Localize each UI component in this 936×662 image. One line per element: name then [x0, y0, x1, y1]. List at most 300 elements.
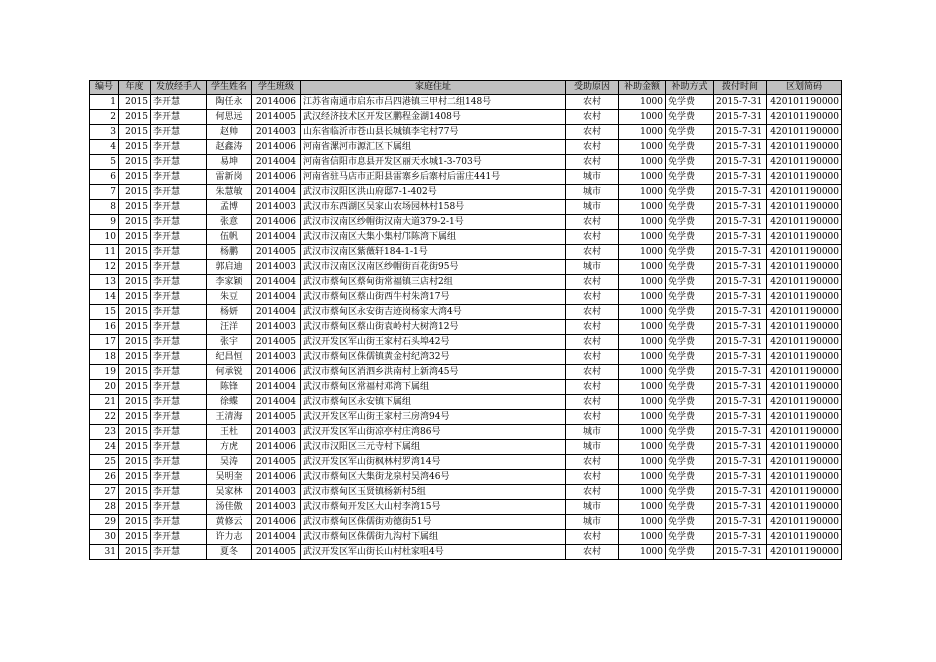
cell-id[interactable]: 8 [90, 200, 119, 215]
cell-method[interactable]: 免学费 [666, 410, 714, 425]
cell-method[interactable]: 免学费 [666, 155, 714, 170]
cell-student-name[interactable]: 纪昌恒 [207, 350, 252, 365]
cell-handler[interactable]: 李开慧 [151, 125, 207, 140]
cell-handler[interactable]: 李开慧 [151, 110, 207, 125]
cell-class[interactable]: 2014005 [252, 410, 301, 425]
cell-year[interactable]: 2015 [119, 500, 151, 515]
cell-student-name[interactable]: 杨妍 [207, 305, 252, 320]
column-header-method[interactable]: 补助方式 [666, 81, 714, 95]
cell-reason[interactable]: 农村 [566, 140, 619, 155]
cell-student-name[interactable]: 王杜 [207, 425, 252, 440]
cell-amount[interactable]: 1000 [619, 410, 666, 425]
cell-reason[interactable]: 农村 [566, 110, 619, 125]
column-header-year[interactable]: 年度 [119, 81, 151, 95]
cell-reason[interactable]: 农村 [566, 305, 619, 320]
cell-class[interactable]: 2014005 [252, 110, 301, 125]
cell-id[interactable]: 1 [90, 95, 119, 110]
cell-date[interactable]: 2015-7-31 [714, 155, 767, 170]
cell-class[interactable]: 2014004 [252, 290, 301, 305]
cell-address[interactable]: 武汉市蔡甸开发区大山村李湾15号 [301, 500, 566, 515]
cell-region-code[interactable]: 420101190000 [767, 290, 842, 305]
cell-class[interactable]: 2014004 [252, 530, 301, 545]
cell-id[interactable]: 27 [90, 485, 119, 500]
cell-region-code[interactable]: 420101190000 [767, 350, 842, 365]
cell-region-code[interactable]: 420101190000 [767, 305, 842, 320]
cell-method[interactable]: 免学费 [666, 140, 714, 155]
cell-year[interactable]: 2015 [119, 350, 151, 365]
cell-address[interactable]: 河南省驻马店市正阳县雷寨乡后寨村后雷庄441号 [301, 170, 566, 185]
cell-region-code[interactable]: 420101190000 [767, 335, 842, 350]
cell-id[interactable]: 31 [90, 545, 119, 560]
cell-method[interactable]: 免学费 [666, 515, 714, 530]
cell-handler[interactable]: 李开慧 [151, 215, 207, 230]
cell-handler[interactable]: 李开慧 [151, 155, 207, 170]
cell-year[interactable]: 2015 [119, 335, 151, 350]
cell-region-code[interactable]: 420101190000 [767, 185, 842, 200]
column-header-handler[interactable]: 发放经手人 [151, 81, 207, 95]
cell-amount[interactable]: 1000 [619, 260, 666, 275]
cell-date[interactable]: 2015-7-31 [714, 230, 767, 245]
cell-amount[interactable]: 1000 [619, 200, 666, 215]
cell-region-code[interactable]: 420101190000 [767, 275, 842, 290]
cell-amount[interactable]: 1000 [619, 170, 666, 185]
cell-address[interactable]: 武汉开发区军山街凉亭村庄湾86号 [301, 425, 566, 440]
cell-class[interactable]: 2014003 [252, 485, 301, 500]
cell-id[interactable]: 3 [90, 125, 119, 140]
cell-region-code[interactable]: 420101190000 [767, 125, 842, 140]
cell-student-name[interactable]: 徐蝶 [207, 395, 252, 410]
cell-year[interactable]: 2015 [119, 140, 151, 155]
cell-year[interactable]: 2015 [119, 410, 151, 425]
cell-student-name[interactable]: 张意 [207, 215, 252, 230]
cell-address[interactable]: 武汉市蔡甸区蔡山街袁岭村大树湾12号 [301, 320, 566, 335]
cell-class[interactable]: 2014004 [252, 155, 301, 170]
cell-class[interactable]: 2014006 [252, 470, 301, 485]
cell-date[interactable]: 2015-7-31 [714, 515, 767, 530]
cell-class[interactable]: 2014003 [252, 125, 301, 140]
cell-year[interactable]: 2015 [119, 545, 151, 560]
cell-region-code[interactable]: 420101190000 [767, 380, 842, 395]
cell-year[interactable]: 2015 [119, 425, 151, 440]
cell-year[interactable]: 2015 [119, 365, 151, 380]
cell-year[interactable]: 2015 [119, 260, 151, 275]
cell-amount[interactable]: 1000 [619, 305, 666, 320]
cell-region-code[interactable]: 420101190000 [767, 545, 842, 560]
cell-address[interactable]: 武汉开发区军山街长山村杜家咀4号 [301, 545, 566, 560]
cell-method[interactable]: 免学费 [666, 440, 714, 455]
cell-method[interactable]: 免学费 [666, 125, 714, 140]
cell-reason[interactable]: 农村 [566, 470, 619, 485]
cell-handler[interactable]: 李开慧 [151, 515, 207, 530]
cell-id[interactable]: 26 [90, 470, 119, 485]
cell-address[interactable]: 武汉开发区军山街枫林村罗湾14号 [301, 455, 566, 470]
cell-student-name[interactable]: 何承锐 [207, 365, 252, 380]
cell-amount[interactable]: 1000 [619, 155, 666, 170]
cell-reason[interactable]: 城市 [566, 170, 619, 185]
cell-region-code[interactable]: 420101190000 [767, 470, 842, 485]
cell-address[interactable]: 武汉市东西湖区吴家山农场园林村158号 [301, 200, 566, 215]
cell-id[interactable]: 6 [90, 170, 119, 185]
cell-handler[interactable]: 李开慧 [151, 260, 207, 275]
cell-date[interactable]: 2015-7-31 [714, 380, 767, 395]
cell-reason[interactable]: 农村 [566, 545, 619, 560]
cell-method[interactable]: 免学费 [666, 320, 714, 335]
cell-id[interactable]: 15 [90, 305, 119, 320]
cell-region-code[interactable]: 420101190000 [767, 410, 842, 425]
cell-handler[interactable]: 李开慧 [151, 485, 207, 500]
cell-address[interactable]: 河南省漯河市源汇区下属组 [301, 140, 566, 155]
cell-reason[interactable]: 农村 [566, 155, 619, 170]
cell-student-name[interactable]: 夏冬 [207, 545, 252, 560]
cell-handler[interactable]: 李开慧 [151, 335, 207, 350]
cell-amount[interactable]: 1000 [619, 500, 666, 515]
cell-method[interactable]: 免学费 [666, 485, 714, 500]
cell-method[interactable]: 免学费 [666, 455, 714, 470]
cell-student-name[interactable]: 陈锋 [207, 380, 252, 395]
cell-id[interactable]: 20 [90, 380, 119, 395]
cell-method[interactable]: 免学费 [666, 425, 714, 440]
cell-class[interactable]: 2014006 [252, 365, 301, 380]
cell-reason[interactable]: 农村 [566, 455, 619, 470]
column-header-address[interactable]: 家庭住址 [301, 81, 566, 95]
cell-date[interactable]: 2015-7-31 [714, 215, 767, 230]
cell-region-code[interactable]: 420101190000 [767, 455, 842, 470]
column-header-id[interactable]: 编号 [90, 81, 119, 95]
cell-reason[interactable]: 农村 [566, 410, 619, 425]
cell-reason[interactable]: 农村 [566, 215, 619, 230]
cell-class[interactable]: 2014003 [252, 200, 301, 215]
cell-region-code[interactable]: 420101190000 [767, 245, 842, 260]
cell-handler[interactable]: 李开慧 [151, 500, 207, 515]
cell-year[interactable]: 2015 [119, 485, 151, 500]
cell-region-code[interactable]: 420101190000 [767, 95, 842, 110]
cell-reason[interactable]: 城市 [566, 185, 619, 200]
cell-date[interactable]: 2015-7-31 [714, 410, 767, 425]
cell-method[interactable]: 免学费 [666, 545, 714, 560]
cell-year[interactable]: 2015 [119, 320, 151, 335]
cell-reason[interactable]: 城市 [566, 425, 619, 440]
cell-region-code[interactable]: 420101190000 [767, 440, 842, 455]
cell-amount[interactable]: 1000 [619, 440, 666, 455]
cell-class[interactable]: 2014006 [252, 440, 301, 455]
cell-handler[interactable]: 李开慧 [151, 395, 207, 410]
cell-class[interactable]: 2014005 [252, 545, 301, 560]
cell-amount[interactable]: 1000 [619, 125, 666, 140]
cell-year[interactable]: 2015 [119, 455, 151, 470]
cell-class[interactable]: 2014005 [252, 335, 301, 350]
cell-id[interactable]: 9 [90, 215, 119, 230]
cell-id[interactable]: 11 [90, 245, 119, 260]
cell-region-code[interactable]: 420101190000 [767, 395, 842, 410]
cell-reason[interactable]: 农村 [566, 320, 619, 335]
cell-reason[interactable]: 农村 [566, 335, 619, 350]
cell-student-name[interactable]: 易坤 [207, 155, 252, 170]
cell-method[interactable]: 免学费 [666, 170, 714, 185]
cell-reason[interactable]: 农村 [566, 530, 619, 545]
cell-method[interactable]: 免学费 [666, 395, 714, 410]
cell-class[interactable]: 2014006 [252, 140, 301, 155]
cell-address[interactable]: 武汉市汉阳区洪山府邸7-1-402号 [301, 185, 566, 200]
cell-year[interactable]: 2015 [119, 380, 151, 395]
cell-amount[interactable]: 1000 [619, 395, 666, 410]
cell-amount[interactable]: 1000 [619, 185, 666, 200]
cell-year[interactable]: 2015 [119, 125, 151, 140]
cell-amount[interactable]: 1000 [619, 350, 666, 365]
cell-class[interactable]: 2014005 [252, 455, 301, 470]
cell-class[interactable]: 2014006 [252, 215, 301, 230]
cell-handler[interactable]: 李开慧 [151, 440, 207, 455]
cell-student-name[interactable]: 吴家林 [207, 485, 252, 500]
cell-student-name[interactable]: 朱豆 [207, 290, 252, 305]
cell-student-name[interactable]: 张宇 [207, 335, 252, 350]
cell-date[interactable]: 2015-7-31 [714, 290, 767, 305]
cell-date[interactable]: 2015-7-31 [714, 170, 767, 185]
cell-date[interactable]: 2015-7-31 [714, 530, 767, 545]
cell-amount[interactable]: 1000 [619, 215, 666, 230]
cell-amount[interactable]: 1000 [619, 380, 666, 395]
cell-reason[interactable]: 农村 [566, 290, 619, 305]
cell-address[interactable]: 武汉市蔡甸区常福村邓湾下属组 [301, 380, 566, 395]
cell-class[interactable]: 2014003 [252, 260, 301, 275]
cell-id[interactable]: 12 [90, 260, 119, 275]
cell-address[interactable]: 武汉市汉南区紫薇轩184-1-1号 [301, 245, 566, 260]
cell-id[interactable]: 23 [90, 425, 119, 440]
cell-year[interactable]: 2015 [119, 170, 151, 185]
cell-address[interactable]: 武汉市蔡甸区消泗乡洪南村上新湾45号 [301, 365, 566, 380]
cell-amount[interactable]: 1000 [619, 470, 666, 485]
cell-address[interactable]: 武汉市蔡甸区侏儒镇黄金村纪湾32号 [301, 350, 566, 365]
cell-method[interactable]: 免学费 [666, 335, 714, 350]
cell-amount[interactable]: 1000 [619, 95, 666, 110]
cell-student-name[interactable]: 杨鹏 [207, 245, 252, 260]
cell-class[interactable]: 2014003 [252, 500, 301, 515]
cell-reason[interactable]: 农村 [566, 485, 619, 500]
cell-year[interactable]: 2015 [119, 305, 151, 320]
cell-class[interactable]: 2014004 [252, 380, 301, 395]
cell-region-code[interactable]: 420101190000 [767, 320, 842, 335]
cell-address[interactable]: 武汉市蔡甸区侏儒街九沟村下属组 [301, 530, 566, 545]
cell-date[interactable]: 2015-7-31 [714, 125, 767, 140]
cell-student-name[interactable]: 朱慧敏 [207, 185, 252, 200]
cell-class[interactable]: 2014005 [252, 245, 301, 260]
column-header-reason[interactable]: 受助原因 [566, 81, 619, 95]
cell-reason[interactable]: 农村 [566, 380, 619, 395]
cell-student-name[interactable]: 赵帅 [207, 125, 252, 140]
cell-method[interactable]: 免学费 [666, 215, 714, 230]
cell-handler[interactable]: 李开慧 [151, 230, 207, 245]
cell-id[interactable]: 24 [90, 440, 119, 455]
cell-reason[interactable]: 农村 [566, 275, 619, 290]
cell-address[interactable]: 武汉市汉南区纱帽街汉南大道379-2-1号 [301, 215, 566, 230]
cell-address[interactable]: 武汉经济技术区开发区鹏程金湖1408号 [301, 110, 566, 125]
cell-reason[interactable]: 农村 [566, 350, 619, 365]
cell-handler[interactable]: 李开慧 [151, 425, 207, 440]
cell-amount[interactable]: 1000 [619, 230, 666, 245]
cell-amount[interactable]: 1000 [619, 290, 666, 305]
cell-date[interactable]: 2015-7-31 [714, 320, 767, 335]
column-header-date[interactable]: 拨付时间 [714, 81, 767, 95]
cell-date[interactable]: 2015-7-31 [714, 395, 767, 410]
cell-year[interactable]: 2015 [119, 230, 151, 245]
cell-student-name[interactable]: 黄修云 [207, 515, 252, 530]
cell-year[interactable]: 2015 [119, 155, 151, 170]
cell-region-code[interactable]: 420101190000 [767, 215, 842, 230]
cell-method[interactable]: 免学费 [666, 275, 714, 290]
cell-handler[interactable]: 李开慧 [151, 455, 207, 470]
cell-student-name[interactable]: 赵鑫涛 [207, 140, 252, 155]
cell-year[interactable]: 2015 [119, 185, 151, 200]
cell-region-code[interactable]: 420101190000 [767, 170, 842, 185]
cell-address[interactable]: 江苏省南通市启东市吕四港镇三甲村二组148号 [301, 95, 566, 110]
cell-date[interactable]: 2015-7-31 [714, 425, 767, 440]
cell-reason[interactable]: 城市 [566, 515, 619, 530]
cell-handler[interactable]: 李开慧 [151, 365, 207, 380]
cell-date[interactable]: 2015-7-31 [714, 335, 767, 350]
cell-date[interactable]: 2015-7-31 [714, 500, 767, 515]
cell-id[interactable]: 28 [90, 500, 119, 515]
cell-class[interactable]: 2014004 [252, 275, 301, 290]
cell-student-name[interactable]: 李家颖 [207, 275, 252, 290]
cell-region-code[interactable]: 420101190000 [767, 260, 842, 275]
cell-year[interactable]: 2015 [119, 470, 151, 485]
cell-reason[interactable]: 城市 [566, 200, 619, 215]
cell-id[interactable]: 7 [90, 185, 119, 200]
cell-student-name[interactable]: 陶任永 [207, 95, 252, 110]
cell-reason[interactable]: 城市 [566, 440, 619, 455]
cell-method[interactable]: 免学费 [666, 500, 714, 515]
cell-id[interactable]: 22 [90, 410, 119, 425]
cell-method[interactable]: 免学费 [666, 350, 714, 365]
cell-reason[interactable]: 农村 [566, 365, 619, 380]
cell-date[interactable]: 2015-7-31 [714, 140, 767, 155]
cell-student-name[interactable]: 吴明奎 [207, 470, 252, 485]
cell-year[interactable]: 2015 [119, 515, 151, 530]
cell-student-name[interactable]: 方虎 [207, 440, 252, 455]
cell-class[interactable]: 2014003 [252, 425, 301, 440]
cell-handler[interactable]: 李开慧 [151, 350, 207, 365]
cell-student-name[interactable]: 吴涛 [207, 455, 252, 470]
cell-address[interactable]: 河南省信阳市息县开发区丽天水城1-3-703号 [301, 155, 566, 170]
cell-year[interactable]: 2015 [119, 275, 151, 290]
cell-amount[interactable]: 1000 [619, 320, 666, 335]
cell-amount[interactable]: 1000 [619, 245, 666, 260]
cell-handler[interactable]: 李开慧 [151, 545, 207, 560]
cell-amount[interactable]: 1000 [619, 515, 666, 530]
cell-id[interactable]: 19 [90, 365, 119, 380]
cell-amount[interactable]: 1000 [619, 275, 666, 290]
cell-id[interactable]: 13 [90, 275, 119, 290]
cell-method[interactable]: 免学费 [666, 530, 714, 545]
cell-method[interactable]: 免学费 [666, 200, 714, 215]
cell-student-name[interactable]: 伍帆 [207, 230, 252, 245]
cell-region-code[interactable]: 420101190000 [767, 155, 842, 170]
cell-student-name[interactable]: 雷新岗 [207, 170, 252, 185]
cell-year[interactable]: 2015 [119, 200, 151, 215]
cell-reason[interactable]: 城市 [566, 260, 619, 275]
cell-date[interactable]: 2015-7-31 [714, 350, 767, 365]
cell-year[interactable]: 2015 [119, 245, 151, 260]
cell-id[interactable]: 10 [90, 230, 119, 245]
cell-reason[interactable]: 农村 [566, 230, 619, 245]
cell-id[interactable]: 16 [90, 320, 119, 335]
cell-address[interactable]: 武汉市蔡甸区永安街吉迹岗杨家大湾4号 [301, 305, 566, 320]
cell-address[interactable]: 山东省临沂市苍山县长城镇李宅村77号 [301, 125, 566, 140]
cell-student-name[interactable]: 郭启迪 [207, 260, 252, 275]
cell-handler[interactable]: 李开慧 [151, 170, 207, 185]
cell-address[interactable]: 武汉市汉南区大集小集村邝陈湾下属组 [301, 230, 566, 245]
cell-date[interactable]: 2015-7-31 [714, 95, 767, 110]
cell-student-name[interactable]: 何思远 [207, 110, 252, 125]
column-header-class[interactable]: 学生班级 [252, 81, 301, 95]
cell-id[interactable]: 29 [90, 515, 119, 530]
cell-method[interactable]: 免学费 [666, 230, 714, 245]
cell-amount[interactable]: 1000 [619, 425, 666, 440]
cell-handler[interactable]: 李开慧 [151, 290, 207, 305]
cell-address[interactable]: 武汉市汉阳区三元寺村下属组 [301, 440, 566, 455]
cell-year[interactable]: 2015 [119, 530, 151, 545]
cell-handler[interactable]: 李开慧 [151, 275, 207, 290]
cell-amount[interactable]: 1000 [619, 365, 666, 380]
cell-address[interactable]: 武汉市蔡甸区玉贤镇杨新村5组 [301, 485, 566, 500]
cell-year[interactable]: 2015 [119, 395, 151, 410]
cell-date[interactable]: 2015-7-31 [714, 245, 767, 260]
column-header-student-name[interactable]: 学生姓名 [207, 81, 252, 95]
cell-reason[interactable]: 农村 [566, 95, 619, 110]
cell-class[interactable]: 2014004 [252, 305, 301, 320]
cell-year[interactable]: 2015 [119, 215, 151, 230]
cell-date[interactable]: 2015-7-31 [714, 275, 767, 290]
cell-amount[interactable]: 1000 [619, 140, 666, 155]
cell-amount[interactable]: 1000 [619, 485, 666, 500]
cell-id[interactable]: 17 [90, 335, 119, 350]
cell-class[interactable]: 2014006 [252, 170, 301, 185]
cell-class[interactable]: 2014006 [252, 515, 301, 530]
cell-student-name[interactable]: 汤佳傲 [207, 500, 252, 515]
cell-date[interactable]: 2015-7-31 [714, 200, 767, 215]
cell-date[interactable]: 2015-7-31 [714, 455, 767, 470]
cell-address[interactable]: 武汉开发区军山街王家村三房湾94号 [301, 410, 566, 425]
cell-method[interactable]: 免学费 [666, 365, 714, 380]
cell-amount[interactable]: 1000 [619, 110, 666, 125]
cell-student-name[interactable]: 王清海 [207, 410, 252, 425]
cell-class[interactable]: 2014004 [252, 230, 301, 245]
cell-date[interactable]: 2015-7-31 [714, 305, 767, 320]
cell-class[interactable]: 2014003 [252, 350, 301, 365]
cell-year[interactable]: 2015 [119, 440, 151, 455]
cell-year[interactable]: 2015 [119, 110, 151, 125]
cell-amount[interactable]: 1000 [619, 545, 666, 560]
cell-year[interactable]: 2015 [119, 290, 151, 305]
cell-reason[interactable]: 农村 [566, 395, 619, 410]
cell-address[interactable]: 武汉市蔡甸区蔡山街西牛村朱湾17号 [301, 290, 566, 305]
cell-region-code[interactable]: 420101190000 [767, 140, 842, 155]
cell-handler[interactable]: 李开慧 [151, 95, 207, 110]
cell-address[interactable]: 武汉市蔡甸区侏儒街劝德街51号 [301, 515, 566, 530]
cell-date[interactable]: 2015-7-31 [714, 260, 767, 275]
cell-id[interactable]: 25 [90, 455, 119, 470]
cell-reason[interactable]: 城市 [566, 500, 619, 515]
cell-address[interactable]: 武汉市蔡甸区大集街龙泉村吴湾46号 [301, 470, 566, 485]
cell-date[interactable]: 2015-7-31 [714, 110, 767, 125]
cell-handler[interactable]: 李开慧 [151, 410, 207, 425]
cell-region-code[interactable]: 420101190000 [767, 500, 842, 515]
cell-year[interactable]: 2015 [119, 95, 151, 110]
cell-id[interactable]: 2 [90, 110, 119, 125]
cell-date[interactable]: 2015-7-31 [714, 470, 767, 485]
cell-date[interactable]: 2015-7-31 [714, 365, 767, 380]
cell-method[interactable]: 免学费 [666, 305, 714, 320]
cell-date[interactable]: 2015-7-31 [714, 485, 767, 500]
